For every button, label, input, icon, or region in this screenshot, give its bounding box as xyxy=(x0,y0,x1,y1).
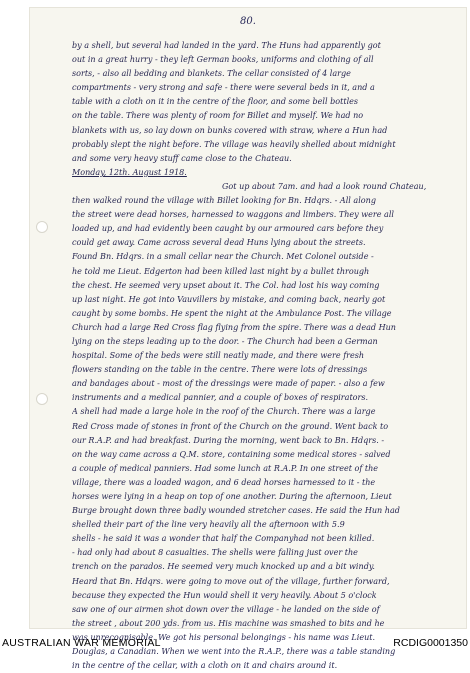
text-line: out in a great hurry - they left German books, uniforms and clothing of all xyxy=(72,55,374,65)
entry-date: Monday, 12th. August 1918. xyxy=(72,167,187,177)
text-line: in the centre of the cellar, with a cloth on it and chairs around it. xyxy=(72,661,338,671)
text-line: Got up about 7am. and had a look round Chateau, xyxy=(222,181,427,191)
text-line: sorts, - also all bedding and blankets. The cellar consisted of 4 large xyxy=(72,69,351,79)
text-line: by a shell, but several had landed in the yard. The Huns had apparently got xyxy=(72,41,381,50)
text-line: blankets with us, so lay down on bunks covered with straw, where a Hun had xyxy=(72,125,388,135)
text-line: table with a cloth on it in the centre of the floor, and some bell bottles xyxy=(72,97,359,107)
text-line: a couple of medical panniers. Had some lunch at R.A.P. In one street of the xyxy=(72,463,379,473)
diary-text xyxy=(72,39,467,673)
text-line: hospital. Some of the beds were still neatly made, and there were fresh xyxy=(72,351,365,361)
text-line: he told me Lieut. Edgerton had been killed last night by a bullet through xyxy=(72,266,370,276)
entry-date-heading xyxy=(72,166,467,180)
text-line: up last night. He got into Vauvillers by mistake, and coming back, nearly got xyxy=(72,294,386,304)
text-line: and some very heavy stuff came close to the Chateau. xyxy=(72,153,292,163)
text-line: horses were lying in a heap on top of one another. During the afternoon, Lieut xyxy=(72,492,392,501)
institution-name: AUSTRALIAN WAR MEMORIAL xyxy=(2,637,161,649)
text-line: loaded up, and had evidently been caught by our armoured cars before they xyxy=(72,224,384,234)
text-line: our R.A.P. and had breakfast. During the morning, went back to Bn. Hdqrs. - xyxy=(72,435,385,445)
text-line: - had only had about 8 casualties. The shells were falling just over the xyxy=(72,548,358,558)
text-line: because they expected the Hun would shell it very heavily. About 5 o'clock xyxy=(72,590,377,600)
text-line: the chest. He seemed very upset about it. The Col. had lost his way coming xyxy=(72,280,380,290)
text-line: Found Bn. Hdqrs. in a small cellar near the Church. Met Colonel outside - xyxy=(72,252,374,262)
text-line: could get away. Came across several dead Huns lying about the streets. xyxy=(72,238,366,248)
text-line: compartments - very strong and safe - there were several beds in it, and a xyxy=(72,83,375,93)
text-line: probably slept the night before. The village was heavily shelled about midnight xyxy=(72,139,396,149)
text-line: Douglas, a Canadian. When we went into the R.A.P., there was a table standing xyxy=(72,647,396,657)
page-number: 80. xyxy=(240,16,256,27)
text-line: saw one of our airmen shot down over the village - he landed on the side of xyxy=(72,604,380,614)
reference-code: RCDIG0001350 xyxy=(393,637,468,649)
text-line: lying on the steps leading up to the door. - The Church had been a German xyxy=(72,336,378,346)
text-line: and bandages about - most of the dressings were made of paper. - also a few xyxy=(72,379,385,389)
text-line: on the table. There was plenty of room for Billet and myself. We had no xyxy=(72,111,364,121)
text-line: trench on the parados. He seemed very much knocked up and a bit windy. xyxy=(72,562,375,572)
text-line: flowers standing on the table in the centre. There were lots of dressings xyxy=(72,365,368,375)
text-line: then walked round the village with Billet looking for Bn. Hdqrs. - All along xyxy=(72,196,376,206)
text-line: village, there was a loaded wagon, and 6 dead horses harnessed to it - the xyxy=(72,477,376,487)
text-line: shelled their part of the line very heavily all the afternoon with 5.9 xyxy=(72,520,345,530)
archive-footer xyxy=(0,635,470,653)
text-line: the street were dead horses, harnessed to waggons and limbers. They were all xyxy=(72,210,394,220)
text-line: Church had a large Red Cross flag flying from the spire. There was a dead Hun xyxy=(72,322,396,332)
text-line: Heard that Bn. Hdqrs. were going to move out of the village, further forward, xyxy=(72,576,390,586)
text-line: the street , about 200 yds. from us. His machine was smashed to bits and he xyxy=(72,618,385,628)
text-line: caught by some bombs. He spent the night at the Ambulance Post. The village xyxy=(72,308,392,318)
text-line: shells - he said it was a wonder that half the Companyhad not been killed. xyxy=(72,534,375,544)
text-line: on the way came across a Q.M. store, containing some medical stores - salved xyxy=(72,449,391,459)
punch-hole xyxy=(36,393,48,405)
text-line: Burge brought down three badly wounded stretcher cases. He said the Hun had xyxy=(72,506,400,516)
text-line: was unrecognisable. We got his personal belongings - his name was Lieut. xyxy=(72,632,376,642)
text-line: A shell had made a large hole in the roof of the Church. There was a large xyxy=(72,407,376,417)
text-line: instruments and a medical pannier, and a couple of boxes of respirators. xyxy=(72,393,369,403)
text-line: Red Cross made of stones in front of the Church on the ground. Went back to xyxy=(72,421,389,431)
punch-hole xyxy=(36,221,48,233)
